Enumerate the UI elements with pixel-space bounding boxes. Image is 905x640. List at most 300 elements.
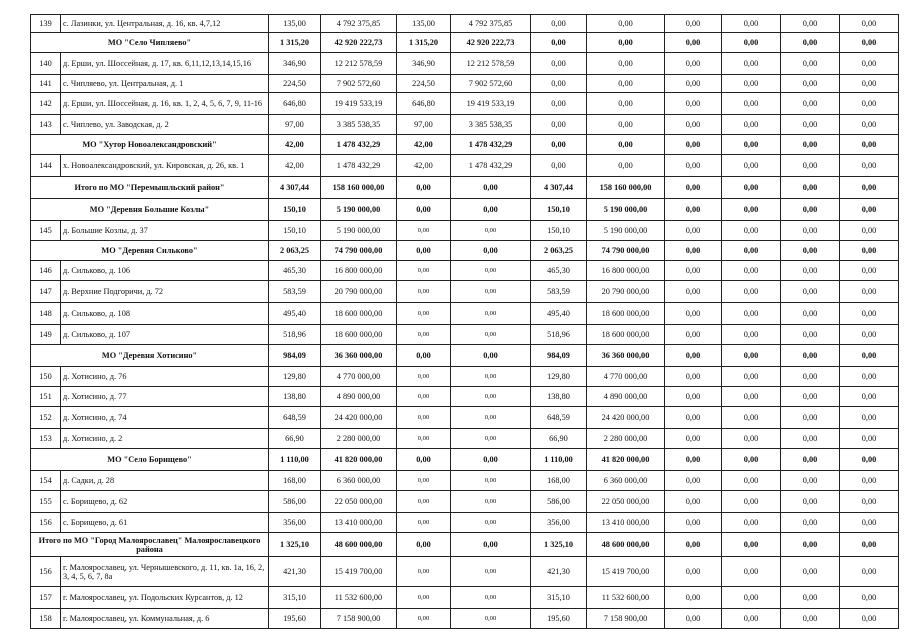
table-row — [31, 367, 899, 387]
area-region-cell: 648,59 — [531, 407, 587, 429]
area-total-cell: 1 325,10 — [269, 533, 321, 557]
group-total-row — [31, 33, 899, 53]
cost-region-cell: 5 190 000,00 — [587, 221, 665, 241]
value-8-cell: 0,00 — [722, 407, 781, 429]
area-fund-cell: 1 315,20 — [397, 33, 451, 53]
area-region-cell: 129,80 — [531, 367, 587, 387]
cost-total-cell: 74 790 000,00 — [321, 241, 397, 261]
group-total-row — [31, 449, 899, 471]
table-row — [31, 609, 899, 629]
value-8-cell: 0,00 — [722, 587, 781, 609]
cost-total-cell: 15 419 700,00 — [321, 557, 397, 587]
area-total-cell: 42,00 — [269, 155, 321, 177]
cost-total-cell: 11 532 600,00 — [321, 587, 397, 609]
cost-fund-cell: 0,00 — [451, 367, 531, 387]
address-cell: д. Хотисино, д. 2 — [61, 429, 269, 449]
value-9-cell: 0,00 — [781, 557, 840, 587]
area-total-cell: 646,80 — [269, 93, 321, 115]
address-cell: с. Чиплево, ул. Заводская, д. 2 — [61, 115, 269, 135]
value-8-cell: 0,00 — [722, 33, 781, 53]
cost-fund-cell: 0,00 — [451, 241, 531, 261]
cost-region-cell: 6 360 000,00 — [587, 471, 665, 491]
area-total-cell: 648,59 — [269, 407, 321, 429]
value-7-cell: 0,00 — [665, 15, 722, 33]
value-10-cell: 0,00 — [840, 367, 899, 387]
value-7-cell: 0,00 — [665, 93, 722, 115]
area-total-cell: 168,00 — [269, 471, 321, 491]
area-total-cell: 2 063,25 — [269, 241, 321, 261]
area-region-cell: 0,00 — [531, 33, 587, 53]
table-body — [31, 15, 899, 629]
value-9-cell: 0,00 — [781, 241, 840, 261]
area-fund-cell: 135,00 — [397, 15, 451, 33]
area-total-cell: 421,30 — [269, 557, 321, 587]
address-cell: с. Лазинки, ул. Центральная, д. 16, кв. 4,7,12 — [61, 15, 269, 33]
cost-region-cell: 18 600 000,00 — [587, 325, 665, 345]
cost-region-cell: 7 158 900,00 — [587, 609, 665, 629]
row-number: 146 — [31, 261, 61, 281]
value-9-cell: 0,00 — [781, 75, 840, 93]
value-10-cell: 0,00 — [840, 135, 899, 155]
value-10-cell: 0,00 — [840, 387, 899, 407]
area-total-cell: 1 110,00 — [269, 449, 321, 471]
area-fund-cell: 0,00 — [397, 491, 451, 513]
value-10-cell: 0,00 — [840, 15, 899, 33]
cost-region-cell: 0,00 — [587, 115, 665, 135]
area-total-cell: 150,10 — [269, 221, 321, 241]
area-fund-cell: 97,00 — [397, 115, 451, 135]
register-sheet — [30, 14, 898, 629]
row-number: 156 — [31, 557, 61, 587]
area-region-cell: 195,60 — [531, 609, 587, 629]
cost-total-cell: 1 478 432,29 — [321, 135, 397, 155]
area-fund-cell: 42,00 — [397, 155, 451, 177]
address-cell: д. Сильково, д. 107 — [61, 325, 269, 345]
cost-total-cell: 42 920 222,73 — [321, 33, 397, 53]
cost-total-cell: 4 770 000,00 — [321, 367, 397, 387]
value-9-cell: 0,00 — [781, 471, 840, 491]
cost-total-cell: 22 050 000,00 — [321, 491, 397, 513]
table-row — [31, 513, 899, 533]
group-title: Итого по МО "Город Малоярославец" Малоярославецкого района — [31, 533, 269, 557]
area-total-cell: 586,00 — [269, 491, 321, 513]
value-10-cell: 0,00 — [840, 199, 899, 221]
area-fund-cell: 0,00 — [397, 303, 451, 325]
value-9-cell: 0,00 — [781, 429, 840, 449]
area-region-cell: 2 063,25 — [531, 241, 587, 261]
table-row — [31, 407, 899, 429]
value-7-cell: 0,00 — [665, 491, 722, 513]
area-total-cell: 495,40 — [269, 303, 321, 325]
value-7-cell: 0,00 — [665, 407, 722, 429]
value-10-cell: 0,00 — [840, 155, 899, 177]
area-fund-cell: 0,00 — [397, 587, 451, 609]
area-fund-cell: 0,00 — [397, 429, 451, 449]
group-title: МО "Село Чипляево" — [31, 33, 269, 53]
value-9-cell: 0,00 — [781, 155, 840, 177]
value-9-cell: 0,00 — [781, 281, 840, 303]
table-row — [31, 53, 899, 75]
row-number: 143 — [31, 115, 61, 135]
cost-fund-cell: 0,00 — [451, 387, 531, 407]
cost-fund-cell: 0,00 — [451, 325, 531, 345]
value-8-cell: 0,00 — [722, 261, 781, 281]
area-fund-cell: 0,00 — [397, 387, 451, 407]
area-total-cell: 42,00 — [269, 135, 321, 155]
value-8-cell: 0,00 — [722, 367, 781, 387]
cost-total-cell: 4 890 000,00 — [321, 387, 397, 407]
value-10-cell: 0,00 — [840, 587, 899, 609]
area-fund-cell: 0,00 — [397, 325, 451, 345]
housing-register-table — [30, 14, 899, 629]
cost-total-cell: 20 790 000,00 — [321, 281, 397, 303]
group-title: МО "Село Борищево" — [31, 449, 269, 471]
cost-fund-cell: 0,00 — [451, 345, 531, 367]
row-number: 156 — [31, 513, 61, 533]
value-8-cell: 0,00 — [722, 15, 781, 33]
cost-region-cell: 5 190 000,00 — [587, 199, 665, 221]
area-region-cell: 356,00 — [531, 513, 587, 533]
row-number: 152 — [31, 407, 61, 429]
area-fund-cell: 0,00 — [397, 533, 451, 557]
area-fund-cell: 224,50 — [397, 75, 451, 93]
address-cell: д. Сильково, д. 108 — [61, 303, 269, 325]
area-fund-cell: 646,80 — [397, 93, 451, 115]
area-region-cell: 984,09 — [531, 345, 587, 367]
table-row — [31, 261, 899, 281]
value-7-cell: 0,00 — [665, 325, 722, 345]
table-row — [31, 15, 899, 33]
table-row — [31, 587, 899, 609]
area-region-cell: 0,00 — [531, 155, 587, 177]
area-region-cell: 0,00 — [531, 93, 587, 115]
value-10-cell: 0,00 — [840, 407, 899, 429]
address-cell: д. Большие Козлы, д. 37 — [61, 221, 269, 241]
area-region-cell: 168,00 — [531, 471, 587, 491]
cost-fund-cell: 0,00 — [451, 557, 531, 587]
cost-total-cell: 16 800 000,00 — [321, 261, 397, 281]
area-total-cell: 4 307,44 — [269, 177, 321, 199]
value-10-cell: 0,00 — [840, 177, 899, 199]
area-total-cell: 518,96 — [269, 325, 321, 345]
address-cell: д. Сильково, д. 106 — [61, 261, 269, 281]
address-cell: г. Малоярославец, ул. Коммунальная, д. 6 — [61, 609, 269, 629]
value-10-cell: 0,00 — [840, 221, 899, 241]
area-fund-cell: 0,00 — [397, 557, 451, 587]
area-region-cell: 0,00 — [531, 75, 587, 93]
area-total-cell: 135,00 — [269, 15, 321, 33]
cost-region-cell: 16 800 000,00 — [587, 261, 665, 281]
cost-fund-cell: 0,00 — [451, 429, 531, 449]
value-8-cell: 0,00 — [722, 325, 781, 345]
area-fund-cell: 0,00 — [397, 345, 451, 367]
cost-fund-cell: 1 478 432,29 — [451, 155, 531, 177]
area-region-cell: 315,10 — [531, 587, 587, 609]
cost-region-cell: 41 820 000,00 — [587, 449, 665, 471]
group-total-row — [31, 241, 899, 261]
group-title: МО "Деревня Хотисино" — [31, 345, 269, 367]
area-total-cell: 150,10 — [269, 199, 321, 221]
area-region-cell: 0,00 — [531, 15, 587, 33]
value-8-cell: 0,00 — [722, 387, 781, 407]
cost-region-cell: 158 160 000,00 — [587, 177, 665, 199]
cost-region-cell: 13 410 000,00 — [587, 513, 665, 533]
area-total-cell: 66,90 — [269, 429, 321, 449]
group-title: МО "Деревня Большие Козлы" — [31, 199, 269, 221]
area-fund-cell: 0,00 — [397, 449, 451, 471]
value-9-cell: 0,00 — [781, 367, 840, 387]
area-region-cell: 0,00 — [531, 53, 587, 75]
cost-fund-cell: 7 902 572,60 — [451, 75, 531, 93]
area-fund-cell: 0,00 — [397, 199, 451, 221]
value-9-cell: 0,00 — [781, 449, 840, 471]
value-8-cell: 0,00 — [722, 609, 781, 629]
value-7-cell: 0,00 — [665, 155, 722, 177]
cost-region-cell: 18 600 000,00 — [587, 303, 665, 325]
group-total-row — [31, 199, 899, 221]
address-cell: д. Ерши, ул. Шоссейная, д. 16, кв. 1, 2, 4, 5, 6, 7, 9, 11-16 — [61, 93, 269, 115]
cost-region-cell: 15 419 700,00 — [587, 557, 665, 587]
table-row — [31, 387, 899, 407]
area-fund-cell: 0,00 — [397, 281, 451, 303]
group-total-row — [31, 177, 899, 199]
cost-region-cell: 22 050 000,00 — [587, 491, 665, 513]
value-7-cell: 0,00 — [665, 609, 722, 629]
table-row — [31, 155, 899, 177]
cost-total-cell: 5 190 000,00 — [321, 199, 397, 221]
area-region-cell: 518,96 — [531, 325, 587, 345]
area-total-cell: 195,60 — [269, 609, 321, 629]
value-9-cell: 0,00 — [781, 33, 840, 53]
group-total-row — [31, 345, 899, 367]
row-number: 140 — [31, 53, 61, 75]
value-8-cell: 0,00 — [722, 303, 781, 325]
area-fund-cell: 0,00 — [397, 177, 451, 199]
cost-fund-cell: 0,00 — [451, 587, 531, 609]
area-total-cell: 583,59 — [269, 281, 321, 303]
cost-region-cell: 24 420 000,00 — [587, 407, 665, 429]
value-9-cell: 0,00 — [781, 115, 840, 135]
cost-region-cell: 20 790 000,00 — [587, 281, 665, 303]
area-region-cell: 0,00 — [531, 115, 587, 135]
row-number: 154 — [31, 471, 61, 491]
cost-region-cell: 0,00 — [587, 33, 665, 53]
value-9-cell: 0,00 — [781, 53, 840, 75]
cost-total-cell: 41 820 000,00 — [321, 449, 397, 471]
value-7-cell: 0,00 — [665, 303, 722, 325]
value-10-cell: 0,00 — [840, 609, 899, 629]
area-region-cell: 0,00 — [531, 135, 587, 155]
value-10-cell: 0,00 — [840, 449, 899, 471]
cost-total-cell: 12 212 578,59 — [321, 53, 397, 75]
group-total-row — [31, 533, 899, 557]
value-9-cell: 0,00 — [781, 177, 840, 199]
cost-total-cell: 19 419 533,19 — [321, 93, 397, 115]
cost-region-cell: 4 890 000,00 — [587, 387, 665, 407]
cost-fund-cell: 0,00 — [451, 407, 531, 429]
value-7-cell: 0,00 — [665, 471, 722, 491]
cost-region-cell: 11 532 600,00 — [587, 587, 665, 609]
value-9-cell: 0,00 — [781, 303, 840, 325]
value-9-cell: 0,00 — [781, 261, 840, 281]
cost-region-cell: 0,00 — [587, 93, 665, 115]
value-8-cell: 0,00 — [722, 53, 781, 75]
area-region-cell: 465,30 — [531, 261, 587, 281]
address-cell: г. Малоярославец, ул. Подольских Курсантов, д. 12 — [61, 587, 269, 609]
area-total-cell: 138,80 — [269, 387, 321, 407]
row-number: 149 — [31, 325, 61, 345]
area-region-cell: 150,10 — [531, 199, 587, 221]
value-8-cell: 0,00 — [722, 281, 781, 303]
table-row — [31, 557, 899, 587]
table-row — [31, 491, 899, 513]
value-8-cell: 0,00 — [722, 93, 781, 115]
value-9-cell: 0,00 — [781, 199, 840, 221]
value-10-cell: 0,00 — [840, 533, 899, 557]
value-7-cell: 0,00 — [665, 221, 722, 241]
cost-region-cell: 0,00 — [587, 53, 665, 75]
row-number: 155 — [31, 491, 61, 513]
value-7-cell: 0,00 — [665, 53, 722, 75]
cost-region-cell: 0,00 — [587, 135, 665, 155]
value-8-cell: 0,00 — [722, 449, 781, 471]
cost-fund-cell: 3 385 538,35 — [451, 115, 531, 135]
value-7-cell: 0,00 — [665, 261, 722, 281]
row-number: 144 — [31, 155, 61, 177]
area-fund-cell: 0,00 — [397, 241, 451, 261]
cost-fund-cell: 0,00 — [451, 303, 531, 325]
cost-fund-cell: 0,00 — [451, 221, 531, 241]
table-row — [31, 429, 899, 449]
area-total-cell: 224,50 — [269, 75, 321, 93]
row-number: 153 — [31, 429, 61, 449]
area-fund-cell: 0,00 — [397, 471, 451, 491]
cost-region-cell: 2 280 000,00 — [587, 429, 665, 449]
row-number: 139 — [31, 15, 61, 33]
value-10-cell: 0,00 — [840, 345, 899, 367]
value-7-cell: 0,00 — [665, 557, 722, 587]
area-region-cell: 1 110,00 — [531, 449, 587, 471]
area-total-cell: 356,00 — [269, 513, 321, 533]
area-region-cell: 66,90 — [531, 429, 587, 449]
address-cell: д. Хотисино, д. 74 — [61, 407, 269, 429]
table-row — [31, 115, 899, 135]
group-title: МО "Деревня Сильково" — [31, 241, 269, 261]
row-number: 148 — [31, 303, 61, 325]
cost-fund-cell: 0,00 — [451, 471, 531, 491]
value-8-cell: 0,00 — [722, 199, 781, 221]
area-fund-cell: 0,00 — [397, 407, 451, 429]
cost-total-cell: 7 902 572,60 — [321, 75, 397, 93]
cost-total-cell: 4 792 375,85 — [321, 15, 397, 33]
value-8-cell: 0,00 — [722, 533, 781, 557]
address-cell: с. Борищево, д. 62 — [61, 491, 269, 513]
value-9-cell: 0,00 — [781, 587, 840, 609]
address-cell: д. Ерши, ул. Шоссейная, д. 17, кв. 6,11,12,13,14,15,16 — [61, 53, 269, 75]
area-fund-cell: 0,00 — [397, 261, 451, 281]
cost-fund-cell: 42 920 222,73 — [451, 33, 531, 53]
area-fund-cell: 346,90 — [397, 53, 451, 75]
cost-fund-cell: 4 792 375,85 — [451, 15, 531, 33]
row-number: 157 — [31, 587, 61, 609]
value-10-cell: 0,00 — [840, 93, 899, 115]
cost-fund-cell: 0,00 — [451, 261, 531, 281]
value-8-cell: 0,00 — [722, 557, 781, 587]
cost-fund-cell: 0,00 — [451, 533, 531, 557]
value-7-cell: 0,00 — [665, 587, 722, 609]
area-total-cell: 129,80 — [269, 367, 321, 387]
row-number: 158 — [31, 609, 61, 629]
cost-region-cell: 74 790 000,00 — [587, 241, 665, 261]
address-cell: д. Верхние Подгоричи, д. 72 — [61, 281, 269, 303]
cost-total-cell: 1 478 432,29 — [321, 155, 397, 177]
value-10-cell: 0,00 — [840, 281, 899, 303]
table-row — [31, 471, 899, 491]
area-total-cell: 346,90 — [269, 53, 321, 75]
value-7-cell: 0,00 — [665, 429, 722, 449]
cost-fund-cell: 12 212 578,59 — [451, 53, 531, 75]
area-region-cell: 495,40 — [531, 303, 587, 325]
value-7-cell: 0,00 — [665, 177, 722, 199]
cost-total-cell: 5 190 000,00 — [321, 221, 397, 241]
cost-region-cell: 36 360 000,00 — [587, 345, 665, 367]
cost-fund-cell: 0,00 — [451, 199, 531, 221]
cost-total-cell: 158 160 000,00 — [321, 177, 397, 199]
cost-total-cell: 18 600 000,00 — [321, 303, 397, 325]
value-8-cell: 0,00 — [722, 221, 781, 241]
value-10-cell: 0,00 — [840, 491, 899, 513]
value-9-cell: 0,00 — [781, 221, 840, 241]
value-8-cell: 0,00 — [722, 115, 781, 135]
value-7-cell: 0,00 — [665, 533, 722, 557]
area-fund-cell: 42,00 — [397, 135, 451, 155]
value-9-cell: 0,00 — [781, 93, 840, 115]
area-fund-cell: 0,00 — [397, 513, 451, 533]
area-total-cell: 984,09 — [269, 345, 321, 367]
table-row — [31, 93, 899, 115]
cost-fund-cell: 0,00 — [451, 609, 531, 629]
area-total-cell: 465,30 — [269, 261, 321, 281]
value-10-cell: 0,00 — [840, 513, 899, 533]
cost-fund-cell: 19 419 533,19 — [451, 93, 531, 115]
address-cell: с. Борищево, д. 61 — [61, 513, 269, 533]
value-7-cell: 0,00 — [665, 241, 722, 261]
value-7-cell: 0,00 — [665, 345, 722, 367]
value-7-cell: 0,00 — [665, 281, 722, 303]
value-7-cell: 0,00 — [665, 449, 722, 471]
group-total-row — [31, 135, 899, 155]
row-number: 141 — [31, 75, 61, 93]
area-region-cell: 4 307,44 — [531, 177, 587, 199]
cost-total-cell: 3 385 538,35 — [321, 115, 397, 135]
row-number: 145 — [31, 221, 61, 241]
value-9-cell: 0,00 — [781, 15, 840, 33]
value-10-cell: 0,00 — [840, 241, 899, 261]
area-region-cell: 421,30 — [531, 557, 587, 587]
table-row — [31, 303, 899, 325]
area-total-cell: 315,10 — [269, 587, 321, 609]
cost-total-cell: 6 360 000,00 — [321, 471, 397, 491]
area-total-cell: 1 315,20 — [269, 33, 321, 53]
area-fund-cell: 0,00 — [397, 609, 451, 629]
cost-region-cell: 0,00 — [587, 155, 665, 177]
value-7-cell: 0,00 — [665, 513, 722, 533]
value-8-cell: 0,00 — [722, 429, 781, 449]
value-7-cell: 0,00 — [665, 75, 722, 93]
value-7-cell: 0,00 — [665, 367, 722, 387]
value-10-cell: 0,00 — [840, 303, 899, 325]
cost-total-cell: 18 600 000,00 — [321, 325, 397, 345]
